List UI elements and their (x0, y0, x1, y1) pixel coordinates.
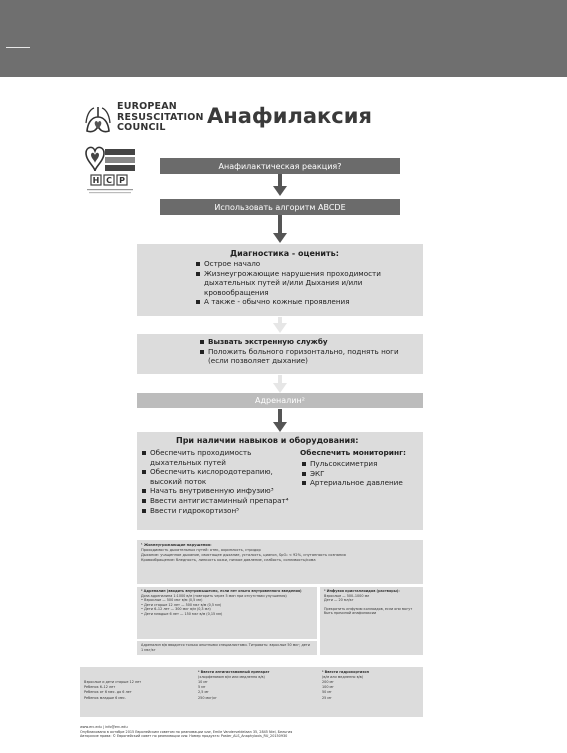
dose-subheader-antihistamine: (хлорфенамин в/м или медленно в/в) (198, 674, 265, 679)
life-threat-note-text (141, 543, 419, 563)
list-item: Жизнеугрожающие нарушения проходимости дыхательных путей и/или Дыхания и/или кровообращения (196, 269, 406, 298)
arrow-down-icon (273, 409, 287, 432)
adrenaline-note-text (141, 589, 313, 617)
svg-text:С: С (106, 176, 112, 185)
erc-lungs-logo (83, 103, 113, 137)
arrow-down-icon (273, 375, 287, 393)
life-threat-title: ¹ Жизнеугрожающие нарушения: (141, 543, 212, 547)
list-item: Пульсоксиметрия (302, 459, 420, 469)
dose-group: Ребенок 6–12 лет (84, 685, 116, 690)
dose-antihistamine: 250 мкг/кг (198, 695, 217, 700)
list-item: Артериальное давление (302, 478, 420, 488)
svg-text:Р: Р (119, 176, 125, 185)
list-item: А также - обычно кожные проявления (196, 297, 406, 307)
diagnostics-list (196, 259, 406, 307)
step-abcde-label: Использовать алгоритм ABCDE (214, 202, 346, 212)
footer-line: www.erc.edu | info@erc.edu (80, 725, 128, 729)
infusion-line: Дети — 20 мл/кг (324, 598, 354, 603)
list-item: Ввести антигистаминный препарат⁴ (142, 496, 294, 506)
dose-antihistamine: 10 мг (198, 679, 208, 684)
adrenaline-note-line: • Дети старше 12 лет — 500 мкг в/м (0,5 мл) (141, 602, 222, 607)
adrenaline-box (137, 393, 423, 408)
list-item: Ввести гидрокортизон⁵ (142, 506, 294, 516)
list-item: Вызвать экстренную службу (200, 337, 410, 347)
arrow-down-icon (273, 215, 287, 243)
infusion-note-text (324, 589, 420, 616)
diagnostics-heading: Диагностика - оценить: (230, 249, 339, 258)
life-threat-line: Проходимость дыхательных путей: отек, охриплость, стридор (141, 548, 261, 552)
svg-text:Н: Н (92, 176, 100, 185)
monitoring-heading: Обеспечить мониторинг: (300, 448, 406, 457)
top-band (0, 0, 567, 77)
list-item: Острое начало (196, 259, 406, 269)
list-item: Начать внутривенную инфузию³ (142, 486, 294, 496)
monitoring-list (302, 459, 420, 488)
org-name-line-1: EUROPEAN (117, 101, 177, 112)
life-threat-line: Дыхание: учащенное дыхание, свистящее дыхание, усталость, цианоз, SpO₂ < 92%, спутанность сознания (141, 553, 346, 557)
dose-group: Ребенок младше 6 мес. (84, 695, 126, 700)
dose-header-hydrocortisone: ⁵ Ввести гидрокортизон (322, 669, 369, 674)
step-abcde (160, 199, 400, 215)
footer-line: Опубликовано в октябре 2015 Европейским советом по реанимации vzw, Emile Vanderveldelaan 35, 2845 Niel, Бельгия (80, 729, 293, 734)
dose-table (82, 669, 421, 700)
arrow-down-icon (273, 317, 287, 333)
infusion-title: ³ Инфузия кристаллоидов (растворы): (324, 589, 400, 593)
infusion-line: Взрослые — 500–1000 мл (324, 593, 370, 598)
adrenaline-label: Адреналин² (255, 396, 305, 405)
step-anaphylactic-reaction (160, 158, 400, 174)
life-threat-line: Кровообращение: бледность, липкость кожи, низкое давление, слабость, сонливость/кома (141, 558, 316, 562)
adrenaline-note-line: • Взрослые — 500 мкг в/м (0,5 мл) (141, 598, 203, 603)
dose-antihistamine: 5 мг (198, 685, 206, 690)
footer (80, 725, 423, 739)
org-name-line-3: COUNCIL (117, 122, 166, 133)
list-item: Обеспечить кислородотерапию, высокий поток (142, 467, 294, 486)
top-divider (6, 47, 30, 48)
org-name-line-2: RESUSCITATION (117, 111, 204, 123)
dose-subheader-hydrocortisone: (в/м или медленно в/в) (322, 674, 364, 679)
adrenaline-note-title: ² Адреналин (вводить внутримышечно, если нет опыта внутривенного введения) (141, 589, 302, 593)
adrenaline-iv-text: Адреналин в/в вводится только опытными специалистами. Титровать: взрослые 50 мкг; дети 1 мкг/кг (141, 643, 310, 652)
adrenaline-note-line: • Дети 6–12 лет — 300 мкг в/м (0,3 мл) (141, 607, 211, 612)
dose-antihistamine: 2,5 мг (198, 690, 209, 695)
dose-hydrocortisone: 100 мг (322, 685, 334, 690)
list-item: ЭКГ (302, 469, 420, 479)
adrenaline-note-line: Доза адреналина 1:1000 в/м (повторить через 5 мин при отсутствии улучшения) (141, 593, 287, 598)
dose-group: Взрослые и дети старше 12 лет (84, 679, 142, 684)
list-item: Обеспечить проходимость дыхательных путей (142, 448, 294, 467)
dose-hydrocortisone: 25 мг (322, 695, 332, 700)
dose-hydrocortisone: 50 мг (322, 690, 332, 695)
list-item: Положить больного горизонтально, поднять ноги (если позволяет дыхание) (200, 347, 410, 366)
emergency-list (200, 337, 410, 366)
arrow-down-icon (273, 174, 287, 196)
step-anaphylactic-reaction-label: Анафилактическая реакция? (218, 161, 342, 171)
dose-group: Ребенок от 6 мес. до 6 лет (84, 690, 132, 695)
infusion-line: Прекратить инфузию коллоидов, если они могут быть причиной анафилаксии (324, 606, 413, 616)
skills-heading: При наличии навыков и оборудования: (176, 436, 359, 445)
page-title: Анафилаксия (207, 104, 372, 128)
org-name (117, 102, 204, 134)
dose-hydrocortisone: 200 мг (322, 679, 334, 684)
table-row (82, 695, 421, 700)
national-council-logo (83, 145, 137, 203)
skills-list (142, 448, 294, 515)
footer-line: Авторские права: © Европейский совет по реанимации vzw. Номер продукта: Poster_ALS_Anaphylaxis_RU_20150930 (80, 734, 288, 739)
adrenaline-note-line: • Дети младше 6 лет — 150 мкг в/м (0,15 мл) (141, 611, 223, 616)
dose-header-antihistamine: ⁴ Ввести антигистаминный препарат (198, 669, 270, 674)
